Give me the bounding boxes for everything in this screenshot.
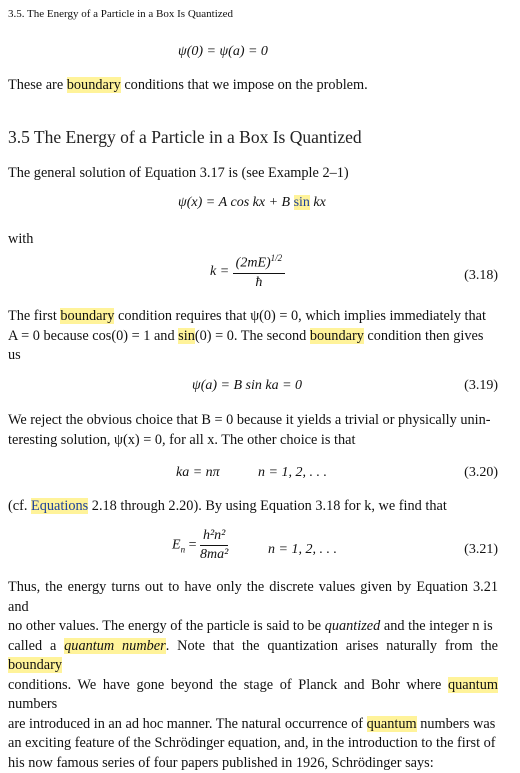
equation-3-19: ψ(a) = B sin ka = 0 [192, 378, 302, 394]
text: conditions. We have gone beyond the stage of Planck and Bohr where [8, 677, 448, 693]
fraction [200, 528, 228, 563]
highlight-boundary: boundary [60, 308, 114, 324]
text: numbers [8, 696, 57, 712]
equation-3-18 [210, 253, 285, 291]
section-heading: 3.5 The Energy of a Particle in a Box Is Quantized [8, 127, 362, 148]
paragraph-first-boundary [8, 307, 498, 366]
equation-general-solution [178, 195, 326, 211]
equation-number: (3.21) [464, 542, 498, 558]
line [8, 327, 498, 347]
paragraph-cf-equations [8, 497, 498, 517]
line: us [8, 346, 498, 366]
line: an exciting feature of the Schrödinger equation, and, in the introduction to the first of [8, 734, 498, 754]
paragraph-quantization [8, 578, 498, 773]
text: condition then gives [364, 328, 484, 344]
fraction [233, 253, 286, 291]
text: The first [8, 308, 60, 324]
num-exponent: 1/2 [271, 253, 283, 263]
equation-number: (3.20) [464, 465, 498, 481]
highlight-equations: Equations [31, 498, 88, 514]
paragraph-general-solution: The general solution of Equation 3.17 is (see Example 2–1) [8, 164, 498, 184]
text: called a [8, 638, 64, 654]
denominator: 8ma² [200, 546, 228, 563]
line [8, 307, 498, 327]
line [8, 715, 498, 735]
line: We reject the obvious choice that B = 0 because it yields a trivial or physically unin- [8, 411, 498, 431]
text: (cf. [8, 498, 31, 514]
paragraph-boundary-intro [8, 76, 498, 96]
equation-3-20-lhs: ka = nπ [176, 465, 220, 481]
text: 2.18 through 2.20). By using Equation 3.18 for k, we find that [88, 498, 447, 514]
line: his now famous series of four papers published in 1926, Schrödinger says: [8, 754, 498, 773]
text: conditions that we impose on the problem. [121, 77, 368, 93]
eq-equals: = [189, 538, 197, 553]
paragraph-with: with [8, 230, 498, 250]
highlight-boundary: boundary [310, 328, 364, 344]
numerator: h²n² [200, 528, 228, 546]
running-header: 3.5. The Energy of a Particle in a Box Is Quantized [8, 8, 233, 20]
num-text: (2mE) [236, 256, 271, 271]
eq-lhs: E [172, 538, 181, 553]
line: Thus, the energy turns out to have only the discrete values given by Equation 3.21 and [8, 578, 498, 617]
highlight-boundary: boundary [67, 77, 121, 93]
highlight-sin: sin [294, 195, 310, 210]
equation-boundary: ψ(0) = ψ(a) = 0 [178, 44, 268, 60]
eq-text: kx [310, 195, 326, 210]
text: . Note that the quantization arises naturally from the [166, 638, 498, 654]
eq-text: ψ(x) = A cos kx + B [178, 195, 294, 210]
equation-3-20-rhs: n = 1, 2, . . . [258, 465, 327, 481]
line [8, 637, 498, 676]
highlight-quantum-number: quantum number [64, 638, 166, 654]
equation-number: (3.18) [464, 268, 498, 284]
text: A = 0 because cos(0) = 1 and [8, 328, 178, 344]
text: numbers was [417, 716, 496, 732]
eq-lhs-subscript: n [181, 545, 186, 555]
emphasis-quantized: quantized [325, 618, 381, 634]
text: and the integer n is [380, 618, 492, 634]
text: are introduced in an ad hoc manner. The natural occurrence of [8, 716, 367, 732]
line [8, 617, 498, 637]
denominator: ħ [233, 274, 286, 291]
line [8, 676, 498, 715]
text: condition requires that ψ(0) = 0, which implies immediately that [114, 308, 486, 324]
highlight-quantum: quantum [448, 677, 498, 693]
highlight-quantum: quantum [367, 716, 417, 732]
highlight-sin: sin [178, 328, 195, 344]
text: no other values. The energy of the particle is said to be [8, 618, 325, 634]
line: teresting solution, ψ(x) = 0, for all x. The other choice is that [8, 431, 498, 451]
equation-3-21 [172, 528, 228, 563]
numerator [233, 253, 286, 274]
equation-3-21-rhs: n = 1, 2, . . . [268, 542, 337, 558]
highlight-boundary: boundary [8, 657, 62, 673]
paragraph-reject-choice [8, 411, 498, 450]
text: These are [8, 77, 67, 93]
equation-number: (3.19) [464, 378, 498, 394]
eq-lhs: k = [210, 264, 229, 279]
text: (0) = 0. The second [195, 328, 310, 344]
